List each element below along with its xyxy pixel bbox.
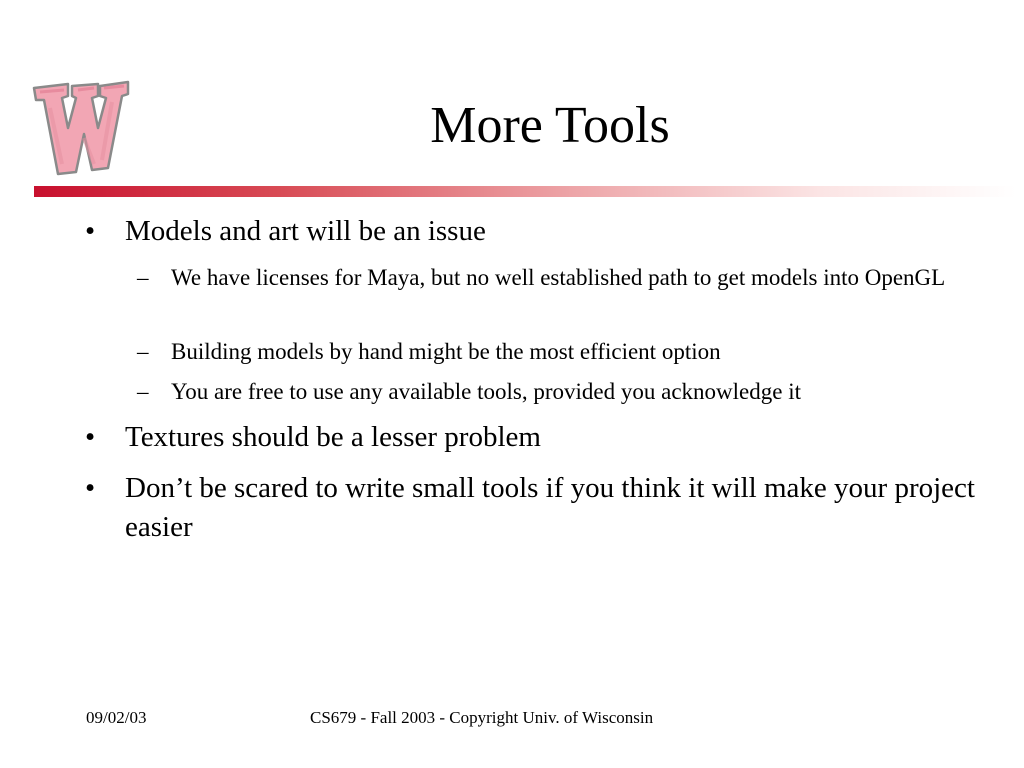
subbullet-1-2-text: Building models by hand might be the most efficient option — [171, 339, 721, 364]
bullet-2-text: Textures should be a lesser problem — [125, 421, 541, 453]
subbullet-1-1-text: We have licenses for Maya, but no well established path to get models into OpenGL — [171, 265, 946, 290]
bullet-marker: • — [85, 472, 96, 504]
bullet-marker: • — [85, 215, 96, 247]
subbullet-marker: – — [137, 265, 149, 290]
subbullet-1-3 — [137, 376, 971, 408]
footer-course: CS679 - Fall 2003 - Copyright Univ. of Wisconsin — [310, 708, 654, 727]
slide-title: More Tools — [430, 97, 670, 154]
subbullet-1-1 — [137, 262, 971, 294]
bullet-2 — [85, 418, 975, 457]
bullet-1-text: Models and art will be an issue — [125, 215, 486, 247]
bullet-3-text: Don’t be scared to write small tools if you think it will make your project easier — [125, 472, 975, 543]
bullet-marker: • — [85, 421, 96, 453]
subbullet-1-3-text: You are free to use any available tools, provided you acknowledge it — [171, 379, 801, 404]
bullet-3 — [85, 469, 975, 547]
subbullet-1-2 — [137, 336, 971, 368]
subbullet-marker: – — [137, 379, 149, 404]
bullet-1 — [85, 212, 975, 251]
subbullet-marker: – — [137, 339, 149, 364]
footer-date: 09/02/03 — [86, 708, 147, 727]
